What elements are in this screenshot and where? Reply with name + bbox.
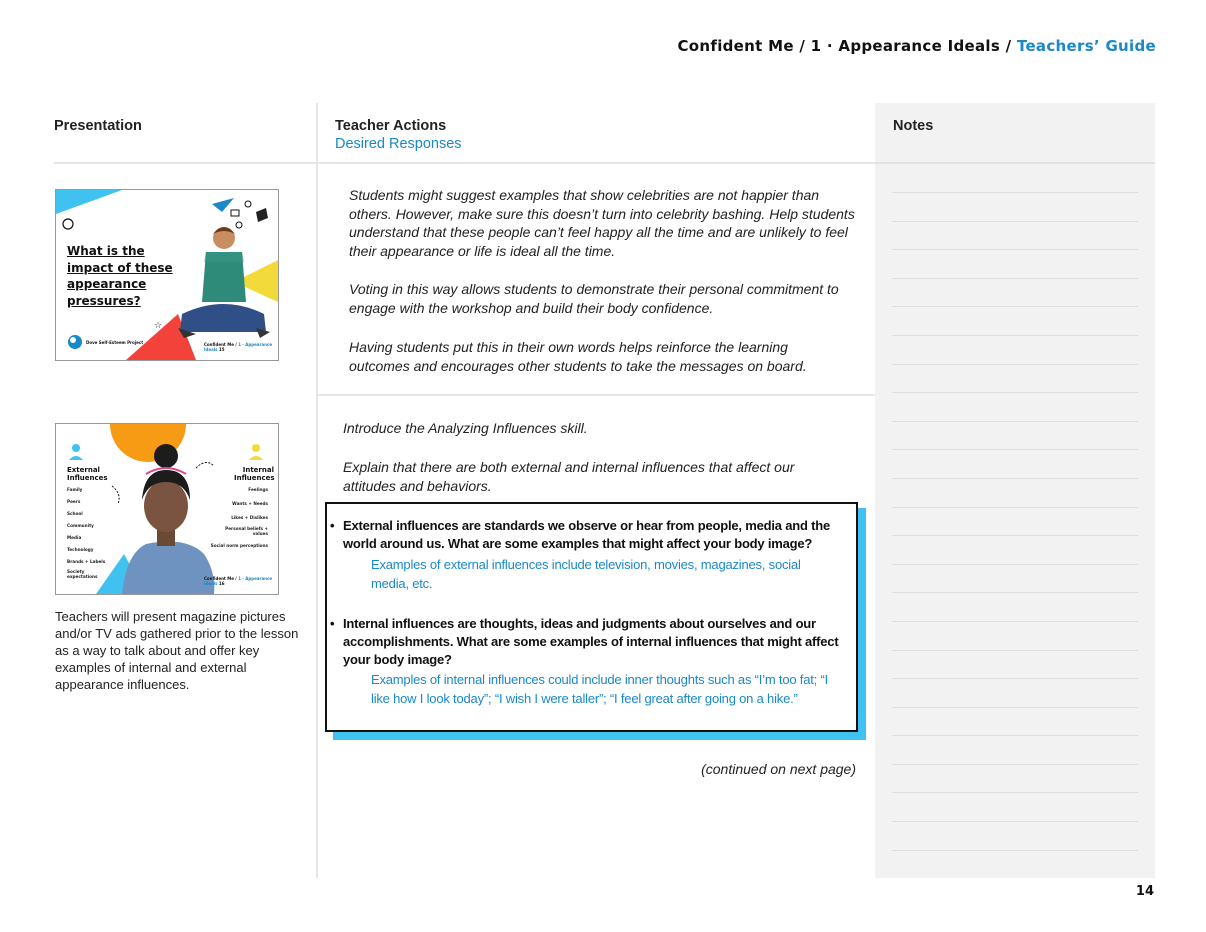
slide-footer-number: 16: [218, 581, 225, 586]
slide-footer: [204, 576, 278, 586]
header-rule: [54, 162, 875, 164]
slide-thumbnail-appearance-pressures: [55, 189, 279, 361]
external-influences-title: External Influences: [67, 466, 108, 482]
internal-influences-title: Internal Influences: [234, 466, 275, 482]
slide-title-line: appearance: [67, 277, 147, 291]
internal-influences-response: Examples of internal influences could include inner thoughts such as “I’m too fat; “I like how I look today”; “I wish I were taller”; “I feel great after going on a hike.”: [371, 672, 829, 706]
response-paragraph: Voting in this way allows students to demonstrate their personal commitment to engage with the workshop and build their body confidence.: [349, 281, 839, 316]
response-paragraph: Having students put this in their own words helps reinforce the learning outcomes and encourages other students to take the messages on board.: [349, 339, 807, 374]
presentation-heading: Presentation: [54, 118, 142, 134]
header-rule-notes: [875, 162, 1155, 164]
column-divider: [316, 103, 318, 878]
svg-text:☆: ☆: [154, 321, 163, 331]
breadcrumb: Confident Me / 1 · Appearance Ideals /: [677, 37, 1012, 55]
slide-logo-text: Dove Self-Esteem Project: [86, 340, 144, 345]
slide-footer-left: Confident Me /: [204, 576, 237, 581]
slide-footer: [204, 342, 278, 352]
internal-item: Feelings: [248, 487, 268, 492]
slide-title-line: What is the: [67, 244, 145, 258]
slide-footer-accent: 1 · Appearance Ideals: [204, 342, 273, 352]
internal-item: Personal beliefs + values: [225, 526, 268, 536]
slide-title-line: pressures?: [67, 293, 141, 308]
continued-note: (continued on next page): [701, 761, 856, 777]
external-item: Community: [67, 523, 94, 528]
slide-thumbnail-influences: [55, 423, 279, 595]
external-influences-response: Examples of external influences include television, movies, magazines, social media, etc.: [371, 557, 801, 591]
notes-heading: Notes: [893, 118, 934, 134]
external-item: School: [67, 511, 83, 516]
external-item: Media: [67, 535, 82, 540]
page-number: 14: [1135, 884, 1154, 899]
action-paragraph: Explain that there are both external and internal influences that affect our attitudes and behaviors.: [343, 459, 795, 494]
desired-responses-heading: Desired Responses: [335, 136, 462, 152]
external-item: Peers: [67, 499, 81, 504]
slide-title-line: impact of these: [67, 260, 173, 275]
guide-label: Teachers’ Guide: [1016, 37, 1156, 55]
influences-callout-box: [325, 502, 858, 732]
internal-item: Wants + Needs: [232, 501, 268, 506]
slide-footer-number: 15: [218, 347, 225, 352]
action-paragraph: Introduce the Analyzing Influences skill.: [343, 420, 588, 436]
external-item: Family: [67, 487, 83, 492]
response-paragraph: Students might suggest examples that show celebrities are not happier than others. However, make sure this doesn’t turn into celebrity bashing. Help students understand that these people can’t feel happy all the time and are unlikely to feel their appearance or life is ideal all the time.: [349, 187, 855, 259]
teacher-actions-heading: Teacher Actions: [335, 118, 447, 134]
internal-item: Social norm perceptions: [210, 543, 268, 548]
external-item: Brands + Labels: [67, 559, 106, 564]
slide-footer-left: Confident Me /: [204, 342, 237, 347]
external-influences-question: • External influences are standards we observe or hear from people, media and the world around us. What are some examples that might affect your body image?: [343, 517, 843, 553]
running-header: [677, 37, 1156, 55]
presentation-note: Teachers will present magazine pictures and/or TV ads gathered prior to the lesson as a way to talk about and offer key examples of internal and external appearance influences.: [55, 609, 299, 692]
external-item: Technology: [67, 547, 94, 552]
notes-lines: [892, 192, 1138, 878]
slide-title: [67, 243, 173, 309]
row-divider: [318, 394, 875, 396]
internal-influences-question: • Internal influences are thoughts, ideas and judgments about ourselves and our accomplishments. What are some examples of internal influences that might affect your body image?: [343, 615, 843, 669]
slide-footer-accent: 1 · Appearance Ideals: [204, 576, 273, 586]
internal-item: Likes + Dislikes: [231, 515, 268, 520]
external-item: Society expectations: [67, 569, 98, 579]
